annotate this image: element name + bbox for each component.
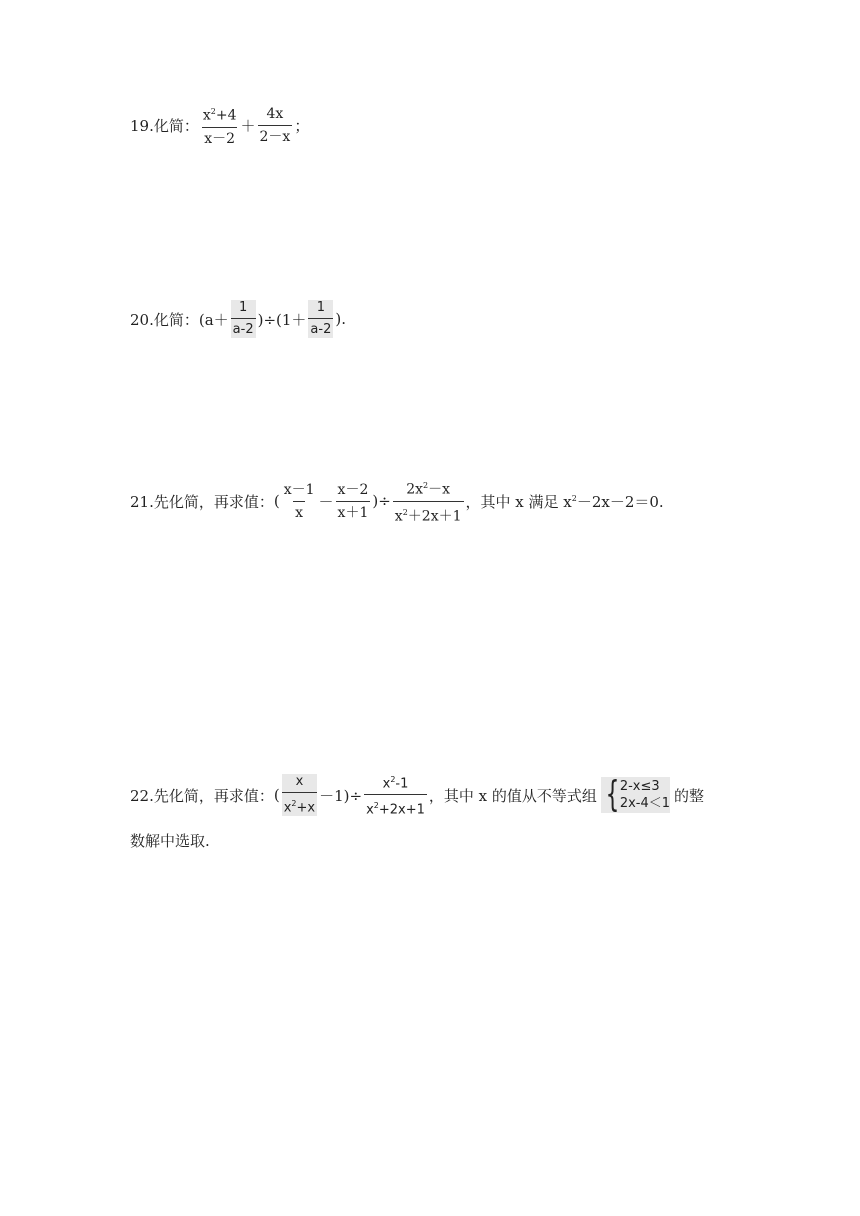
q22-continuation: 数解中选取. (130, 832, 210, 850)
q22-condition: ，其中 x 的值从不等式组 (428, 786, 597, 805)
question-19 (130, 104, 309, 147)
q22-fraction-1: $\frac{x}{x^2+x}$ (283, 774, 316, 816)
q20-label: 20.化简： (130, 310, 199, 329)
q22-open: ( (273, 786, 280, 805)
q22-mid: －1)÷ (319, 786, 363, 805)
q20-fraction-2: $\frac{1}{a-2}$ (310, 300, 332, 337)
q20-end: ). (335, 310, 346, 328)
q21-open: ( (273, 492, 280, 511)
inequality-2: 2x-4＜1 (619, 796, 671, 812)
q21-close: )÷ (372, 492, 391, 511)
q20-fraction-1: $\frac{1}{a-2}$ (232, 300, 254, 337)
q19-fraction-2: $\frac{4x}{2-x}$ (259, 105, 291, 145)
q19-fraction-1: $\frac{x^2+4}{x-2}$ (202, 107, 237, 147)
q22-fraction-2: $\frac{x^2-1}{x^2+2x+1}$ (366, 775, 425, 818)
q19-label: 19.化简： (130, 116, 199, 135)
q20-mid: )÷(1＋ (257, 310, 307, 329)
q19-operator: ＋ (240, 116, 256, 135)
question-22 (130, 772, 704, 819)
q21-fraction-2: $\frac{x-2}{x+1}$ (337, 481, 369, 521)
question-20 (130, 300, 346, 338)
q21-label: 21.先化简，再求值： (130, 492, 274, 511)
question-21 (130, 478, 664, 524)
q22-label: 22.先化简，再求值： (130, 786, 274, 805)
inequality-1: 2-x≤3 (619, 779, 660, 795)
q19-end: ； (294, 116, 310, 135)
q22-tail: 的整 (674, 786, 705, 805)
q21-condition: ，其中 x 满足 $x^2-2x-2=0$. (465, 492, 664, 511)
q20-open: (a＋ (198, 310, 229, 329)
q21-fraction-1: $\frac{x-1}{x}$ (283, 481, 315, 521)
q22-inequality-system (601, 774, 671, 816)
q21-minus: － (318, 492, 334, 511)
left-brace-icon: { (605, 774, 620, 816)
q21-fraction-3: $\frac{2x^2-x}{x^2+2x+1}$ (394, 481, 462, 525)
